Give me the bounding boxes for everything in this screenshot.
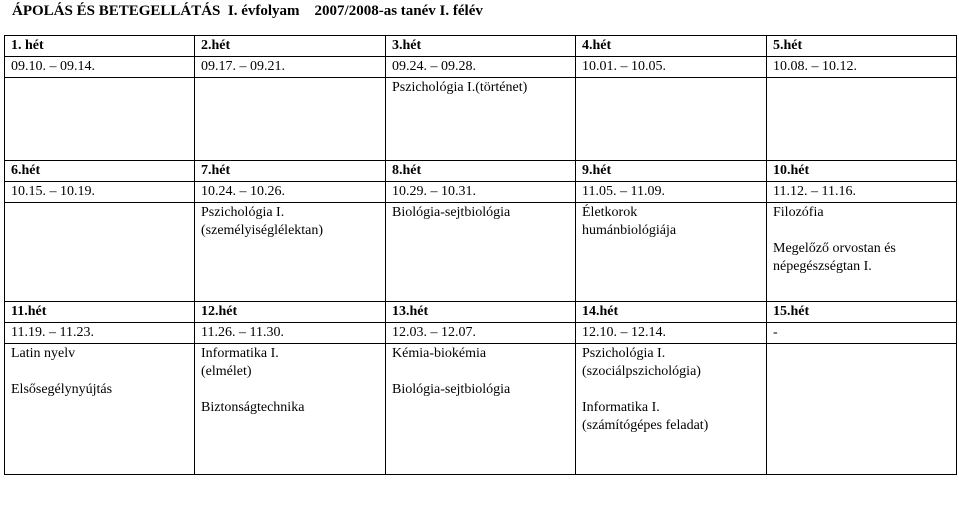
week-label: 7.hét bbox=[195, 161, 386, 182]
subject-cell bbox=[5, 78, 195, 161]
week-header-row bbox=[5, 161, 957, 182]
subject-text: Elsősegélynyújtás bbox=[11, 382, 113, 397]
subject-text: népegészségtan I. bbox=[773, 259, 872, 274]
subject-text: Életkorok bbox=[582, 205, 638, 220]
subject-spacer bbox=[392, 363, 569, 381]
subject-cell bbox=[386, 344, 576, 475]
subject-cell bbox=[767, 203, 957, 302]
week-label: 10.hét bbox=[767, 161, 957, 182]
date-range-row bbox=[5, 57, 957, 78]
week-label: 2.hét bbox=[195, 36, 386, 57]
subjects-row bbox=[5, 203, 957, 302]
date-range-row bbox=[5, 182, 957, 203]
subject-text: humánbiológiája bbox=[582, 223, 677, 238]
date-range: 11.19. – 11.23. bbox=[5, 323, 195, 344]
subject-text: Latin nyelv bbox=[11, 346, 76, 361]
subject-spacer bbox=[11, 363, 188, 381]
subject-cell bbox=[386, 203, 576, 302]
week-label: 14.hét bbox=[576, 302, 767, 323]
subject-cell bbox=[5, 203, 195, 302]
date-range: 11.12. – 11.16. bbox=[767, 182, 957, 203]
subject-text: (személyiséglélektan) bbox=[201, 223, 324, 238]
date-range: 09.24. – 09.28. bbox=[386, 57, 576, 78]
subject-cell bbox=[5, 344, 195, 475]
week-label: 11.hét bbox=[5, 302, 195, 323]
date-range: 10.01. – 10.05. bbox=[576, 57, 767, 78]
subject-cell bbox=[195, 203, 386, 302]
date-range: 11.26. – 11.30. bbox=[195, 323, 386, 344]
subject-text: Filozófia bbox=[773, 205, 824, 220]
week-label: 9.hét bbox=[576, 161, 767, 182]
week-header-row bbox=[5, 302, 957, 323]
subject-cell bbox=[576, 203, 767, 302]
date-range: - bbox=[767, 323, 957, 344]
subject-text: Informatika I. bbox=[201, 346, 279, 361]
date-range: 09.17. – 09.21. bbox=[195, 57, 386, 78]
week-header-row bbox=[5, 36, 957, 57]
subject-text: Biológia-sejtbiológia bbox=[392, 382, 511, 397]
date-range: 12.10. – 12.14. bbox=[576, 323, 767, 344]
schedule-table bbox=[4, 35, 957, 475]
subject-text: Megelőző orvostan és bbox=[773, 241, 896, 256]
week-label: 13.hét bbox=[386, 302, 576, 323]
date-range: 09.10. – 09.14. bbox=[5, 57, 195, 78]
subject-cell bbox=[576, 344, 767, 475]
date-range: 10.29. – 10.31. bbox=[386, 182, 576, 203]
subject-cell bbox=[195, 78, 386, 161]
week-label: 3.hét bbox=[386, 36, 576, 57]
subject-spacer bbox=[773, 222, 950, 240]
week-label: 12.hét bbox=[195, 302, 386, 323]
week-label: 8.hét bbox=[386, 161, 576, 182]
subject-cell bbox=[576, 78, 767, 161]
subject-cell bbox=[767, 344, 957, 475]
subject-text: Pszichológia I.(történet) bbox=[392, 80, 528, 95]
subjects-row bbox=[5, 78, 957, 161]
week-label: 1. hét bbox=[5, 36, 195, 57]
week-label: 6.hét bbox=[5, 161, 195, 182]
subject-text: Pszichológia I. bbox=[201, 205, 285, 220]
date-range-row bbox=[5, 323, 957, 344]
subject-cell bbox=[386, 78, 576, 161]
date-range: 10.24. – 10.26. bbox=[195, 182, 386, 203]
subject-text: (szociálpszichológia) bbox=[582, 364, 701, 379]
subject-text: (számítógépes feladat) bbox=[582, 418, 709, 433]
subject-text: Biológia-sejtbiológia bbox=[392, 205, 511, 220]
subject-cell bbox=[195, 344, 386, 475]
date-range: 11.05. – 11.09. bbox=[576, 182, 767, 203]
date-range: 10.15. – 10.19. bbox=[5, 182, 195, 203]
subject-text: Kémia-biokémia bbox=[392, 346, 487, 361]
subject-spacer bbox=[582, 381, 760, 399]
subject-cell bbox=[767, 78, 957, 161]
subjects-row bbox=[5, 344, 957, 475]
subject-text: Informatika I. bbox=[582, 400, 660, 415]
subject-text: Pszichológia I. bbox=[582, 346, 666, 361]
subject-spacer bbox=[201, 381, 379, 399]
week-label: 4.hét bbox=[576, 36, 767, 57]
week-label: 5.hét bbox=[767, 36, 957, 57]
document-title: ÁPOLÁS ÉS BETEGELLÁTÁS I. évfolyam 2007/2008-as tanév I. félév bbox=[12, 3, 483, 19]
subject-text: Biztonságtechnika bbox=[201, 400, 305, 415]
date-range: 10.08. – 10.12. bbox=[767, 57, 957, 78]
week-label: 15.hét bbox=[767, 302, 957, 323]
subject-text: (elmélet) bbox=[201, 364, 252, 379]
date-range: 12.03. – 12.07. bbox=[386, 323, 576, 344]
